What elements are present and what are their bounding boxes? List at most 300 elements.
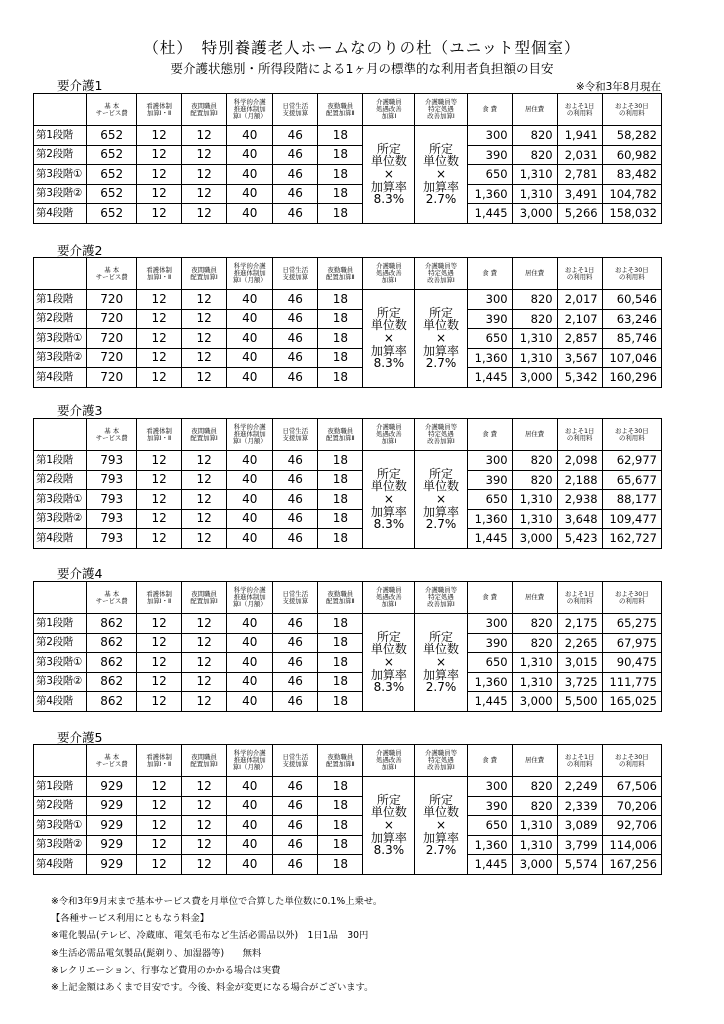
- column-header: 介護職員等 特定処遇 改善加算Ⅰ: [415, 258, 467, 290]
- food-cost-cell: 390: [467, 309, 512, 329]
- unit-cell: 12: [137, 796, 182, 816]
- room-cost-cell: 1,310: [512, 165, 557, 185]
- section-label: 要介護5: [57, 730, 103, 745]
- column-header: 科学的介護 推進体制加 算Ⅰ（月額）: [227, 419, 273, 451]
- table-row: [34, 529, 662, 549]
- income-stage-cell: 第1段階: [34, 777, 87, 797]
- unit-cell: 12: [137, 633, 182, 653]
- table-row: [34, 329, 662, 349]
- room-cost-cell: 3,000: [512, 692, 557, 712]
- table-row: [34, 796, 662, 816]
- income-stage-cell: 第2段階: [34, 145, 87, 165]
- unit-cell: 18: [318, 633, 363, 653]
- unit-cell: 46: [273, 614, 318, 634]
- monthly-fee-cell: 92,706: [602, 816, 661, 836]
- income-stage-cell: 第4段階: [34, 529, 87, 549]
- column-header: およそ1日 の利用料: [557, 582, 602, 614]
- unit-cell: 40: [227, 692, 273, 712]
- column-header: 夜間職員 配置加算Ⅰ: [182, 582, 227, 614]
- table-row: [34, 184, 662, 204]
- food-cost-cell: 1,445: [467, 529, 512, 549]
- unit-cell: 12: [182, 529, 227, 549]
- column-header: 科学的介護 推進体制加 算Ⅰ（月額）: [227, 258, 273, 290]
- column-header: 居住費: [512, 582, 557, 614]
- unit-cell: 18: [318, 348, 363, 368]
- monthly-fee-cell: 62,977: [602, 451, 661, 471]
- food-cost-cell: 300: [467, 126, 512, 146]
- income-stage-cell: 第4段階: [34, 692, 87, 712]
- food-cost-cell: 1,445: [467, 855, 512, 875]
- table-row: [34, 855, 662, 875]
- monthly-fee-cell: 107,046: [602, 348, 661, 368]
- unit-cell: 12: [182, 145, 227, 165]
- column-header: 科学的介護 推進体制加 算Ⅰ（月額）: [227, 94, 273, 126]
- daily-fee-cell: 2,857: [557, 329, 602, 349]
- section-label: 要介護4: [57, 566, 103, 581]
- column-header: 夜勤職員 配置加算Ⅱ: [318, 419, 363, 451]
- unit-cell: 652: [87, 165, 137, 185]
- unit-cell: 12: [182, 368, 227, 388]
- unit-cell: 18: [318, 653, 363, 673]
- unit-cell: 40: [227, 777, 273, 797]
- income-stage-cell: 第3段階①: [34, 490, 87, 510]
- unit-cell: 929: [87, 796, 137, 816]
- daily-fee-cell: 5,266: [557, 204, 602, 224]
- unit-cell: 12: [182, 309, 227, 329]
- additive-rate-cell: 所定 単位数 × 加算率 2.7%: [415, 777, 467, 875]
- unit-cell: 46: [273, 204, 318, 224]
- unit-cell: 18: [318, 290, 363, 310]
- unit-cell: 40: [227, 470, 273, 490]
- table-row: [34, 368, 662, 388]
- unit-cell: 46: [273, 490, 318, 510]
- daily-fee-cell: 2,031: [557, 145, 602, 165]
- monthly-fee-cell: 109,477: [602, 509, 661, 529]
- unit-cell: 12: [182, 692, 227, 712]
- unit-cell: 40: [227, 348, 273, 368]
- unit-cell: 12: [137, 529, 182, 549]
- column-header: [34, 582, 87, 614]
- column-header: 夜間職員 配置加算Ⅰ: [182, 419, 227, 451]
- additive-rate-cell: 所定 単位数 × 加算率 8.3%: [363, 451, 415, 549]
- daily-fee-cell: 5,342: [557, 368, 602, 388]
- unit-cell: 12: [182, 855, 227, 875]
- unit-cell: 18: [318, 165, 363, 185]
- unit-cell: 18: [318, 490, 363, 510]
- page-subtitle: 要介護状態別・所得段階による1ヶ月の標準的な利用者負担額の目安: [170, 61, 554, 76]
- unit-cell: 40: [227, 490, 273, 510]
- food-cost-cell: 390: [467, 145, 512, 165]
- unit-cell: 18: [318, 309, 363, 329]
- table-row: [34, 490, 662, 510]
- unit-cell: 46: [273, 692, 318, 712]
- unit-cell: 46: [273, 672, 318, 692]
- food-cost-cell: 650: [467, 653, 512, 673]
- monthly-fee-cell: 67,975: [602, 633, 661, 653]
- unit-cell: 18: [318, 777, 363, 797]
- column-header: およそ30日 の利用料: [602, 582, 661, 614]
- table-row: [34, 509, 662, 529]
- income-stage-cell: 第3段階②: [34, 509, 87, 529]
- food-cost-cell: 1,360: [467, 348, 512, 368]
- table-row: [34, 672, 662, 692]
- unit-cell: 12: [137, 126, 182, 146]
- column-header: 看護体制 加算Ⅰ・Ⅱ: [137, 745, 182, 777]
- room-cost-cell: 1,310: [512, 816, 557, 836]
- unit-cell: 40: [227, 368, 273, 388]
- table-row: [34, 451, 662, 471]
- column-header: 食 費: [467, 94, 512, 126]
- room-cost-cell: 1,310: [512, 653, 557, 673]
- unit-cell: 46: [273, 451, 318, 471]
- unit-cell: 12: [182, 796, 227, 816]
- daily-fee-cell: 2,339: [557, 796, 602, 816]
- additive-rate-cell: 所定 単位数 × 加算率 8.3%: [363, 290, 415, 388]
- unit-cell: 12: [137, 329, 182, 349]
- daily-fee-cell: 3,567: [557, 348, 602, 368]
- unit-cell: 40: [227, 835, 273, 855]
- room-cost-cell: 820: [512, 290, 557, 310]
- income-stage-cell: 第2段階: [34, 309, 87, 329]
- daily-fee-cell: 2,188: [557, 470, 602, 490]
- monthly-fee-cell: 65,677: [602, 470, 661, 490]
- unit-cell: 929: [87, 816, 137, 836]
- daily-fee-cell: 5,500: [557, 692, 602, 712]
- footnote: ※生活必需品電気製品(髭剃り、加湿器等) 無料: [51, 947, 262, 959]
- column-header: 夜勤職員 配置加算Ⅱ: [318, 582, 363, 614]
- food-cost-cell: 650: [467, 329, 512, 349]
- footnote: ※レクリエーション、行事など費用のかかる場合は実費: [51, 964, 281, 976]
- unit-cell: 46: [273, 368, 318, 388]
- food-cost-cell: 300: [467, 777, 512, 797]
- column-header: およそ1日 の利用料: [557, 94, 602, 126]
- unit-cell: 12: [137, 816, 182, 836]
- unit-cell: 18: [318, 184, 363, 204]
- footnote: ※上記金額はあくまで目安です。今後、料金が変更になる場合がございます。: [51, 982, 374, 994]
- column-header: およそ1日 の利用料: [557, 419, 602, 451]
- monthly-fee-cell: 160,296: [602, 368, 661, 388]
- column-header: 夜勤職員 配置加算Ⅱ: [318, 94, 363, 126]
- table-row: [34, 633, 662, 653]
- unit-cell: 12: [182, 816, 227, 836]
- column-header: 食 費: [467, 258, 512, 290]
- unit-cell: 12: [137, 672, 182, 692]
- monthly-fee-cell: 85,746: [602, 329, 661, 349]
- section-label: 要介護2: [57, 243, 103, 258]
- monthly-fee-cell: 167,256: [602, 855, 661, 875]
- unit-cell: 12: [137, 145, 182, 165]
- income-stage-cell: 第1段階: [34, 290, 87, 310]
- income-stage-cell: 第3段階②: [34, 348, 87, 368]
- column-header: 食 費: [467, 419, 512, 451]
- unit-cell: 929: [87, 855, 137, 875]
- table-header-row: [34, 745, 662, 777]
- footnote: 【各種サービス利用にともなう料金】: [51, 913, 210, 925]
- unit-cell: 40: [227, 309, 273, 329]
- unit-cell: 12: [137, 509, 182, 529]
- room-cost-cell: 820: [512, 470, 557, 490]
- unit-cell: 40: [227, 509, 273, 529]
- table-row: [34, 348, 662, 368]
- income-stage-cell: 第4段階: [34, 368, 87, 388]
- column-header: 看護体制 加算Ⅰ・Ⅱ: [137, 258, 182, 290]
- unit-cell: 793: [87, 490, 137, 510]
- column-header: 居住費: [512, 419, 557, 451]
- monthly-fee-cell: 70,206: [602, 796, 661, 816]
- unit-cell: 46: [273, 145, 318, 165]
- unit-cell: 12: [182, 451, 227, 471]
- income-stage-cell: 第1段階: [34, 451, 87, 471]
- column-header: 夜間職員 配置加算Ⅰ: [182, 745, 227, 777]
- unit-cell: 12: [137, 290, 182, 310]
- fee-table: [33, 744, 662, 875]
- unit-cell: 18: [318, 329, 363, 349]
- daily-fee-cell: 2,938: [557, 490, 602, 510]
- food-cost-cell: 300: [467, 451, 512, 471]
- column-header: およそ30日 の利用料: [602, 419, 661, 451]
- column-header: [34, 745, 87, 777]
- table-header-row: [34, 419, 662, 451]
- food-cost-cell: 1,360: [467, 835, 512, 855]
- unit-cell: 18: [318, 204, 363, 224]
- unit-cell: 12: [137, 204, 182, 224]
- unit-cell: 12: [182, 184, 227, 204]
- table-row: [34, 692, 662, 712]
- unit-cell: 12: [182, 653, 227, 673]
- unit-cell: 40: [227, 165, 273, 185]
- column-header: [34, 419, 87, 451]
- daily-fee-cell: 3,015: [557, 653, 602, 673]
- room-cost-cell: 1,310: [512, 184, 557, 204]
- column-header: 基 本 サービス費: [87, 94, 137, 126]
- unit-cell: 46: [273, 509, 318, 529]
- unit-cell: 18: [318, 692, 363, 712]
- table-row: [34, 126, 662, 146]
- unit-cell: 46: [273, 855, 318, 875]
- unit-cell: 12: [137, 165, 182, 185]
- monthly-fee-cell: 67,506: [602, 777, 661, 797]
- table-header-row: [34, 582, 662, 614]
- unit-cell: 46: [273, 777, 318, 797]
- food-cost-cell: 390: [467, 470, 512, 490]
- unit-cell: 18: [318, 855, 363, 875]
- unit-cell: 46: [273, 126, 318, 146]
- daily-fee-cell: 2,107: [557, 309, 602, 329]
- food-cost-cell: 1,360: [467, 184, 512, 204]
- unit-cell: 12: [137, 777, 182, 797]
- unit-cell: 46: [273, 633, 318, 653]
- food-cost-cell: 300: [467, 290, 512, 310]
- unit-cell: 862: [87, 633, 137, 653]
- unit-cell: 12: [137, 348, 182, 368]
- daily-fee-cell: 2,781: [557, 165, 602, 185]
- unit-cell: 18: [318, 509, 363, 529]
- room-cost-cell: 3,000: [512, 204, 557, 224]
- unit-cell: 40: [227, 451, 273, 471]
- unit-cell: 40: [227, 633, 273, 653]
- room-cost-cell: 3,000: [512, 855, 557, 875]
- additive-rate-cell: 所定 単位数 × 加算率 8.3%: [363, 614, 415, 712]
- room-cost-cell: 1,310: [512, 672, 557, 692]
- daily-fee-cell: 3,799: [557, 835, 602, 855]
- column-header: 日常生活 支援加算: [273, 94, 318, 126]
- unit-cell: 793: [87, 509, 137, 529]
- income-stage-cell: 第3段階②: [34, 672, 87, 692]
- column-header: 夜間職員 配置加算Ⅰ: [182, 94, 227, 126]
- unit-cell: 929: [87, 835, 137, 855]
- room-cost-cell: 1,310: [512, 348, 557, 368]
- unit-cell: 12: [137, 184, 182, 204]
- unit-cell: 40: [227, 329, 273, 349]
- column-header: 看護体制 加算Ⅰ・Ⅱ: [137, 94, 182, 126]
- food-cost-cell: 650: [467, 165, 512, 185]
- daily-fee-cell: 2,098: [557, 451, 602, 471]
- column-header: 介護職員等 特定処遇 改善加算Ⅰ: [415, 94, 467, 126]
- unit-cell: 40: [227, 184, 273, 204]
- date-note: ※令和3年8月現在: [575, 81, 661, 93]
- unit-cell: 46: [273, 309, 318, 329]
- unit-cell: 12: [182, 509, 227, 529]
- unit-cell: 12: [182, 672, 227, 692]
- unit-cell: 12: [182, 329, 227, 349]
- column-header: 科学的介護 推進体制加 算Ⅰ（月額）: [227, 745, 273, 777]
- monthly-fee-cell: 114,006: [602, 835, 661, 855]
- column-header: 基 本 サービス費: [87, 745, 137, 777]
- column-header: 看護体制 加算Ⅰ・Ⅱ: [137, 419, 182, 451]
- monthly-fee-cell: 63,246: [602, 309, 661, 329]
- page-title: （杜） 特別養護老人ホームなのりの杜（ユニット型個室）: [143, 39, 581, 57]
- unit-cell: 12: [182, 165, 227, 185]
- column-header: 基 本 サービス費: [87, 419, 137, 451]
- income-stage-cell: 第4段階: [34, 204, 87, 224]
- unit-cell: 18: [318, 529, 363, 549]
- income-stage-cell: 第1段階: [34, 614, 87, 634]
- unit-cell: 720: [87, 368, 137, 388]
- food-cost-cell: 390: [467, 633, 512, 653]
- column-header: 介護職員 処遇改善 加算Ⅰ: [363, 582, 415, 614]
- room-cost-cell: 1,310: [512, 509, 557, 529]
- unit-cell: 652: [87, 145, 137, 165]
- unit-cell: 12: [182, 614, 227, 634]
- column-header: 看護体制 加算Ⅰ・Ⅱ: [137, 582, 182, 614]
- table-row: [34, 290, 662, 310]
- unit-cell: 18: [318, 470, 363, 490]
- unit-cell: 46: [273, 470, 318, 490]
- room-cost-cell: 3,000: [512, 529, 557, 549]
- unit-cell: 862: [87, 614, 137, 634]
- daily-fee-cell: 5,574: [557, 855, 602, 875]
- income-stage-cell: 第3段階①: [34, 816, 87, 836]
- unit-cell: 12: [137, 309, 182, 329]
- table-row: [34, 777, 662, 797]
- food-cost-cell: 650: [467, 816, 512, 836]
- monthly-fee-cell: 158,032: [602, 204, 661, 224]
- room-cost-cell: 820: [512, 633, 557, 653]
- column-header: 日常生活 支援加算: [273, 745, 318, 777]
- column-header: およそ30日 の利用料: [602, 258, 661, 290]
- unit-cell: 720: [87, 309, 137, 329]
- income-stage-cell: 第4段階: [34, 855, 87, 875]
- unit-cell: 12: [137, 835, 182, 855]
- room-cost-cell: 820: [512, 309, 557, 329]
- room-cost-cell: 820: [512, 451, 557, 471]
- column-header: およそ1日 の利用料: [557, 258, 602, 290]
- unit-cell: 46: [273, 653, 318, 673]
- unit-cell: 18: [318, 145, 363, 165]
- additive-rate-cell: 所定 単位数 × 加算率 2.7%: [415, 614, 467, 712]
- daily-fee-cell: 1,941: [557, 126, 602, 146]
- unit-cell: 46: [273, 184, 318, 204]
- column-header: およそ30日 の利用料: [602, 745, 661, 777]
- column-header: 科学的介護 推進体制加 算Ⅰ（月額）: [227, 582, 273, 614]
- income-stage-cell: 第3段階①: [34, 653, 87, 673]
- fee-table: [33, 93, 662, 224]
- monthly-fee-cell: 60,982: [602, 145, 661, 165]
- unit-cell: 40: [227, 796, 273, 816]
- unit-cell: 862: [87, 653, 137, 673]
- column-header: 日常生活 支援加算: [273, 258, 318, 290]
- column-header: 居住費: [512, 94, 557, 126]
- unit-cell: 12: [137, 692, 182, 712]
- daily-fee-cell: 3,089: [557, 816, 602, 836]
- monthly-fee-cell: 165,025: [602, 692, 661, 712]
- unit-cell: 46: [273, 290, 318, 310]
- unit-cell: 46: [273, 329, 318, 349]
- column-header: 居住費: [512, 258, 557, 290]
- column-header: 介護職員 処遇改善 加算Ⅰ: [363, 258, 415, 290]
- income-stage-cell: 第2段階: [34, 470, 87, 490]
- food-cost-cell: 1,360: [467, 509, 512, 529]
- unit-cell: 40: [227, 126, 273, 146]
- unit-cell: 720: [87, 290, 137, 310]
- additive-rate-cell: 所定 単位数 × 加算率 2.7%: [415, 451, 467, 549]
- food-cost-cell: 650: [467, 490, 512, 510]
- table-row: [34, 165, 662, 185]
- income-stage-cell: 第3段階②: [34, 184, 87, 204]
- column-header: 日常生活 支援加算: [273, 582, 318, 614]
- footnote: ※令和3年9月末まで基本サービス費を月単位で合算した単位数に0.1%上乗せ。: [51, 896, 383, 907]
- unit-cell: 18: [318, 126, 363, 146]
- unit-cell: 46: [273, 796, 318, 816]
- food-cost-cell: 1,445: [467, 692, 512, 712]
- unit-cell: 40: [227, 290, 273, 310]
- unit-cell: 12: [137, 490, 182, 510]
- daily-fee-cell: 2,017: [557, 290, 602, 310]
- table-row: [34, 653, 662, 673]
- unit-cell: 12: [182, 835, 227, 855]
- unit-cell: 40: [227, 816, 273, 836]
- column-header: 介護職員等 特定処遇 改善加算Ⅰ: [415, 582, 467, 614]
- monthly-fee-cell: 111,775: [602, 672, 661, 692]
- column-header: 夜勤職員 配置加算Ⅱ: [318, 258, 363, 290]
- unit-cell: 12: [182, 633, 227, 653]
- table-row: [34, 835, 662, 855]
- unit-cell: 793: [87, 451, 137, 471]
- unit-cell: 18: [318, 368, 363, 388]
- fee-table: [33, 581, 662, 712]
- column-header: 介護職員 処遇改善 加算Ⅰ: [363, 94, 415, 126]
- table-row: [34, 816, 662, 836]
- column-header: およそ1日 の利用料: [557, 745, 602, 777]
- unit-cell: 18: [318, 816, 363, 836]
- column-header: [34, 258, 87, 290]
- daily-fee-cell: 3,648: [557, 509, 602, 529]
- daily-fee-cell: 5,423: [557, 529, 602, 549]
- unit-cell: 793: [87, 529, 137, 549]
- room-cost-cell: 820: [512, 145, 557, 165]
- column-header: 食 費: [467, 582, 512, 614]
- column-header: 介護職員 処遇改善 加算Ⅰ: [363, 419, 415, 451]
